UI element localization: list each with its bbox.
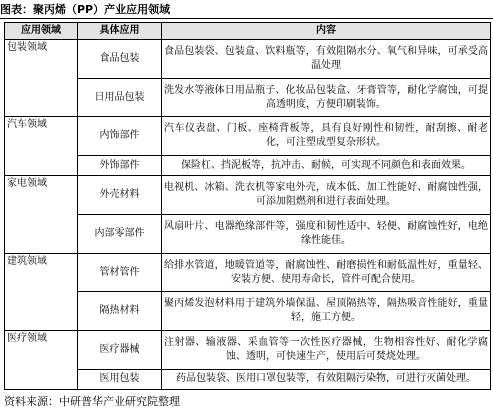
table-row <box>5 156 491 176</box>
source-note: 资料来源：中研普华产业研究院整理 <box>4 395 180 408</box>
table-row <box>5 78 491 117</box>
table-row <box>5 176 491 215</box>
table-row <box>5 253 491 292</box>
field-cell: 家电领域 <box>5 176 78 253</box>
application-cell: 日用品包装 <box>78 78 162 117</box>
application-cell: 隔热材料 <box>78 292 162 331</box>
field-cell: 建筑领域 <box>5 253 78 330</box>
pp-application-table <box>4 22 491 390</box>
content-cell: 风扇叶片、电器绝缘部件等，强度和韧性适中、轻便、耐腐蚀性好，电绝缘性能佳。 <box>162 214 491 253</box>
table-row <box>5 292 491 331</box>
field-cell: 包装领域 <box>5 40 78 117</box>
content-cell: 给排水管道，地暖管道等，耐腐蚀性、耐磨损性和耐低温性好，重量轻、安装方便、使用寿命长，管件可配合使用。 <box>162 253 491 292</box>
table-row <box>5 214 491 253</box>
content-cell: 药品包装袋、医用口罩包装等，有效阻隔污染物，可进行灭菌处理。 <box>162 369 491 389</box>
figure-title: 图表：聚丙烯（PP）产业应用领域 <box>0 3 171 16</box>
table-row <box>5 40 491 79</box>
application-cell: 外壳材料 <box>78 176 162 215</box>
content-cell: 电视机、冰箱、洗衣机等家电外壳，成本低、加工性能好、耐腐蚀性强，可添加阻燃剂和进行表面处理。 <box>162 176 491 215</box>
application-cell: 内饰部件 <box>78 117 162 156</box>
application-cell: 外饰部件 <box>78 156 162 176</box>
application-cell: 管材管件 <box>78 253 162 292</box>
table-header-row <box>5 23 491 40</box>
title-divider <box>0 18 493 19</box>
header-field: 应用领域 <box>5 23 78 40</box>
content-cell: 注射器、输液器、采血管等一次性医疗器械，生物相容性好、耐化学腐蚀、透明，可快速生产，使用后可焚烧处理。 <box>162 331 491 370</box>
table-row <box>5 117 491 156</box>
header-application: 具体应用 <box>78 23 162 40</box>
field-cell: 医疗领域 <box>5 331 78 390</box>
content-cell: 食品包装袋、包装盒、饮料瓶等，有效阻隔水分、氧气和异味，可承受高温处理 <box>162 40 491 79</box>
application-cell: 内部零部件 <box>78 214 162 253</box>
content-cell: 聚丙烯发泡材料用于建筑外墙保温、屋顶隔热等，隔热吸音性能好，重量轻，施工方便。 <box>162 292 491 331</box>
table-row <box>5 369 491 389</box>
content-cell: 洗发水等液体日用品瓶子、化妆品包装盒、牙膏管等，耐化学腐蚀，可提高透明度，方便印刷装饰。 <box>162 78 491 117</box>
table-row <box>5 331 491 370</box>
field-cell: 汽车领域 <box>5 117 78 176</box>
application-cell: 医用包装 <box>78 369 162 389</box>
header-content: 内容 <box>162 23 491 40</box>
content-cell: 保险杠、挡泥板等，抗冲击、耐候，可实现不同颜色和表面效果。 <box>162 156 491 176</box>
content-cell: 汽车仪表盘、门板、座椅背板等，具有良好刚性和韧性，耐刮擦、耐老化，可注塑成型复杂形状。 <box>162 117 491 156</box>
application-cell: 食品包装 <box>78 40 162 79</box>
application-cell: 医疗器械 <box>78 331 162 370</box>
